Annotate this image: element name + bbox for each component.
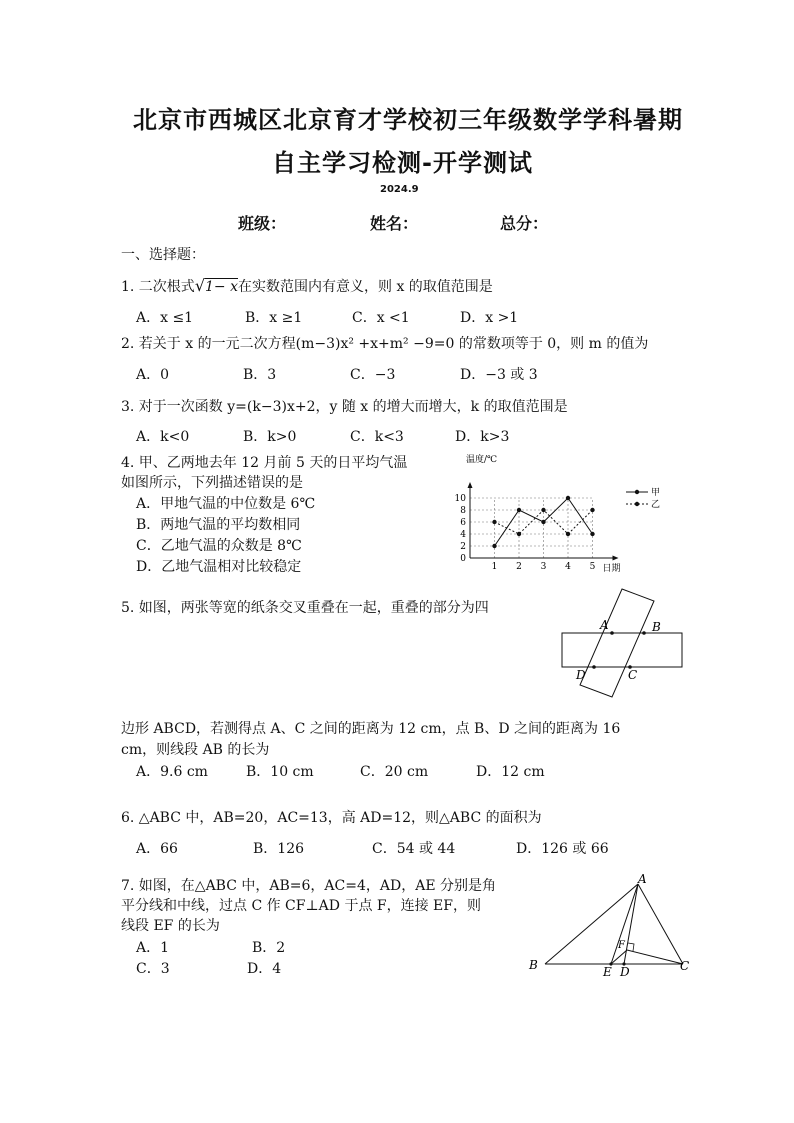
label-b: B xyxy=(529,958,538,972)
series-2-point-1 xyxy=(492,520,496,524)
paper-strips-figure xyxy=(550,585,690,700)
q1-option-b[interactable]: B．x ≥1 xyxy=(245,310,303,326)
x-tick-label-3: 3 xyxy=(540,562,547,572)
series-1-point-4 xyxy=(566,496,570,500)
temperature-line-chart xyxy=(450,452,675,577)
series-1-point-1 xyxy=(492,544,496,548)
section-heading: 一、选择题： xyxy=(121,247,205,263)
q5-option-a[interactable]: A．9.6 cm xyxy=(136,764,208,780)
y-tick-label-10: 10 xyxy=(454,494,466,504)
y-tick-label-4: 4 xyxy=(460,530,466,540)
series-1-point-2 xyxy=(517,508,521,512)
x-tick-label-2: 2 xyxy=(516,562,522,572)
label-e: E xyxy=(603,965,612,979)
q1-radicand: 1− x xyxy=(205,279,238,295)
q7-option-b[interactable]: B．2 xyxy=(252,940,286,956)
label-a: A xyxy=(638,872,647,886)
legend-marker-2 xyxy=(635,502,639,506)
q6-option-b[interactable]: B．126 xyxy=(253,841,305,857)
question-4-line2: 如图所示，下列描述错误的是 xyxy=(121,475,303,491)
q3-option-d[interactable]: D．k>3 xyxy=(455,429,510,445)
question-7-line1: 7. 如图，在△ABC 中，AB=6，AC=4，AD，AE 分别是角 xyxy=(121,878,497,894)
q6-option-c[interactable]: C．54 或 44 xyxy=(372,841,456,857)
point-a xyxy=(610,631,614,635)
question-5-line2: 边形 ABCD，若测得点 A、C 之间的距离为 12 cm，点 B、D 之间的距离为 16 xyxy=(121,721,621,737)
y-tick-label-2: 2 xyxy=(460,542,466,552)
q3-option-c[interactable]: C．k<3 xyxy=(350,429,404,445)
series-1-point-5 xyxy=(590,532,594,536)
right-angle-mark xyxy=(628,943,634,951)
q6-option-a[interactable]: A．66 xyxy=(136,841,178,857)
label-c: C xyxy=(628,668,638,682)
x-tick-label-4: 4 xyxy=(565,562,571,572)
series-2-point-4 xyxy=(566,532,570,536)
label-c: C xyxy=(680,959,690,973)
exam-date: 2024.9 xyxy=(380,184,419,195)
question-5-line3: cm，则线段 AB 的长为 xyxy=(121,742,270,758)
class-field-label: 班级： xyxy=(238,214,287,233)
triangle-figure xyxy=(525,872,700,982)
x-axis-label: 日期 xyxy=(602,564,621,574)
q1-text-post: 在实数范围内有意义，则 x 的取值范围是 xyxy=(238,279,493,295)
q5-option-c[interactable]: C．20 cm xyxy=(360,764,429,780)
score-field-label: 总分： xyxy=(500,214,549,233)
legend-label-1: 甲 xyxy=(651,488,661,498)
q7-option-c[interactable]: C．3 xyxy=(136,961,170,977)
label-b: B xyxy=(652,620,661,634)
x-tick-label-5: 5 xyxy=(589,562,596,572)
page-title-line2: 自主学习检测-开学测试 xyxy=(272,149,533,177)
label-a: A xyxy=(600,618,609,632)
label-f: F xyxy=(618,940,625,951)
y-axis-label: 温度/℃ xyxy=(466,455,498,465)
q7-option-d[interactable]: D．4 xyxy=(247,961,282,977)
q2-option-c[interactable]: C．−3 xyxy=(350,367,396,383)
q4-option-c[interactable]: C．乙地气温的众数是 8℃ xyxy=(136,538,302,554)
q5-option-d[interactable]: D．12 cm xyxy=(476,764,545,780)
q7-option-a[interactable]: A．1 xyxy=(136,940,170,956)
label-d: D xyxy=(620,965,630,979)
question-3: 3. 对于一次函数 y=(k−3)x+2，y 随 x 的增大而增大，k 的取值范围是 xyxy=(121,399,568,415)
label-d: D xyxy=(576,668,586,682)
question-4-line1: 4. 甲、乙两地去年 12 月前 5 天的日平均气温 xyxy=(121,455,408,471)
q6-option-d[interactable]: D．126 或 66 xyxy=(516,841,609,857)
page-title-line1: 北京市西城区北京育才学校初三年级数学学科暑期 xyxy=(133,106,683,134)
question-2: 2. 若关于 x 的一元二次方程(m−3)x² +x+m² −9=0 的常数项等于 0，则 m 的值为 xyxy=(121,336,649,352)
point-b xyxy=(642,631,646,635)
q4-option-b[interactable]: B．两地气温的平均数相同 xyxy=(136,517,301,533)
question-5-line1: 5. 如图，两张等宽的纸条交叉重叠在一起，重叠的部分为四 xyxy=(121,600,489,616)
q2-option-b[interactable]: B．3 xyxy=(243,367,277,383)
q2-option-a[interactable]: A．0 xyxy=(136,367,170,383)
sqrt-sign-icon: √ xyxy=(194,276,206,295)
x-axis-arrow-icon xyxy=(613,556,619,561)
q1-text-pre: 1. 二次根式 xyxy=(121,279,195,295)
point-d xyxy=(592,665,596,669)
q2-option-d[interactable]: D．−3 或 3 xyxy=(460,367,538,383)
legend-label-2: 乙 xyxy=(651,500,661,510)
legend-marker-1 xyxy=(635,490,639,494)
side-ac xyxy=(638,884,683,964)
segment-cf xyxy=(627,950,683,964)
series-2-point-2 xyxy=(517,532,521,536)
slanted-strip xyxy=(580,589,654,697)
question-7-line2: 平分线和中线，过点 C 作 CF⊥AD 于点 F，连接 EF，则 xyxy=(121,898,481,914)
x-tick-label-1: 1 xyxy=(491,562,498,572)
y-axis-arrow-icon xyxy=(468,482,473,488)
q3-option-a[interactable]: A．k<0 xyxy=(136,429,190,445)
horizontal-strip xyxy=(562,633,682,667)
question-1 xyxy=(121,276,493,296)
y-tick-label-6: 6 xyxy=(460,518,466,528)
name-field-label: 姓名： xyxy=(370,214,419,233)
question-7-line3: 线段 EF 的长为 xyxy=(121,918,220,934)
q4-option-a[interactable]: A．甲地气温的中位数是 6℃ xyxy=(136,496,316,512)
q1-option-c[interactable]: C．x <1 xyxy=(352,310,410,326)
y-tick-label-0: 0 xyxy=(460,554,466,564)
series-2-point-5 xyxy=(590,508,594,512)
q1-option-a[interactable]: A．x ≤1 xyxy=(136,310,194,326)
q3-option-b[interactable]: B．k>0 xyxy=(243,429,297,445)
question-6: 6. △ABC 中，AB=20，AC=13，高 AD=12，则△ABC 的面积为 xyxy=(121,810,542,826)
series-2-point-3 xyxy=(541,508,545,512)
q4-option-d[interactable]: D．乙地气温相对比较稳定 xyxy=(136,559,302,575)
y-tick-label-8: 8 xyxy=(460,506,466,516)
q5-option-b[interactable]: B．10 cm xyxy=(246,764,314,780)
q1-option-d[interactable]: D．x >1 xyxy=(460,310,519,326)
series-1-point-3 xyxy=(541,520,545,524)
